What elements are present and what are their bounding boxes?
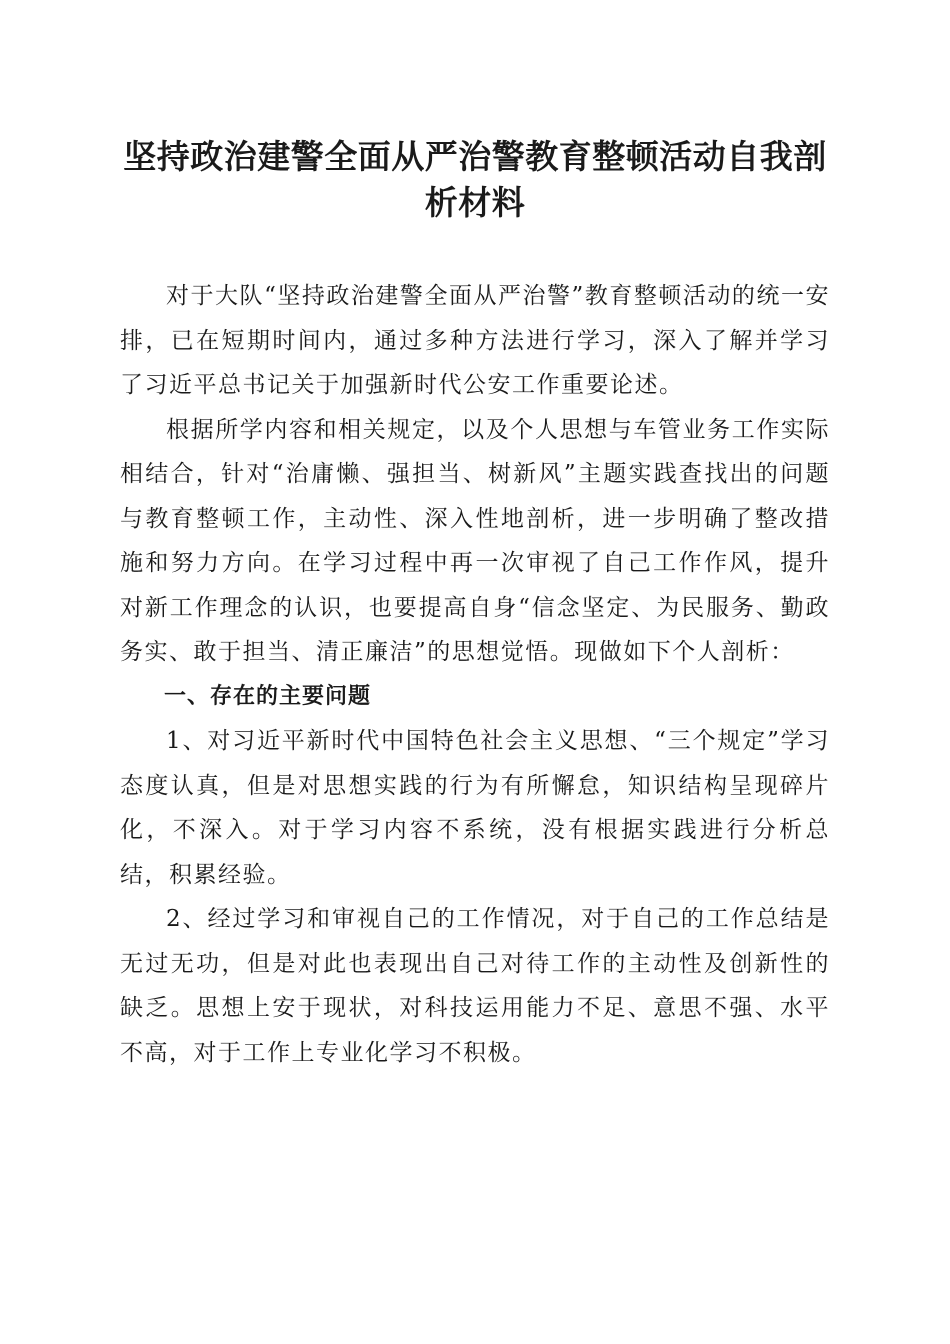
intro-paragraph: 对于大队“坚持政治建警全面从严治警”教育整顿活动的统一安排，已在短期时间内，通过多种方法进行学习，深入了解并学习了习近平总书记关于加强新时代公安工作重要论述。 bbox=[120, 283, 830, 398]
body-paragraph: 根据所学内容和相关规定，以及个人思想与车管业务工作实际相结合，针对“治庸懒、强担当、树新风”主题实践查找出的问题与教育整顿工作，主动性、深入性地剖析，进一步明确了整改措施和努力方向。在学习过程中再一次审视了自己工作作风，提升对新工作理念的认识，也要提高自身“信念坚定、为民服务、勤政务实、敢于担当、清正廉洁”的思想觉悟。现做如下个人剖析： bbox=[120, 416, 830, 665]
section-heading: 一、存在的主要问题 bbox=[164, 683, 372, 709]
document-page bbox=[120, 134, 830, 1075]
problem-item-2: 2、经过学习和审视自己的工作情况，对于自己的工作总结是无过无功，但是对此也表现出自己对待工作的主动性及创新性的缺乏。思想上安于现状，对科技运用能力不足、意思不强、水平不高，对于工作上专业化学习不积极。 bbox=[120, 906, 830, 1066]
document-title: 坚持政治建警全面从严治警教育整顿活动自我剖析材料 bbox=[123, 137, 827, 222]
problem-item-1: 1、对习近平新时代中国特色社会主义思想、“三个规定”学习态度认真，但是对思想实践的行为有所懈怠，知识结构呈现碎片化，不深入。对于学习内容不系统，没有根据实践进行分析总结，积累经验。 bbox=[120, 728, 830, 888]
